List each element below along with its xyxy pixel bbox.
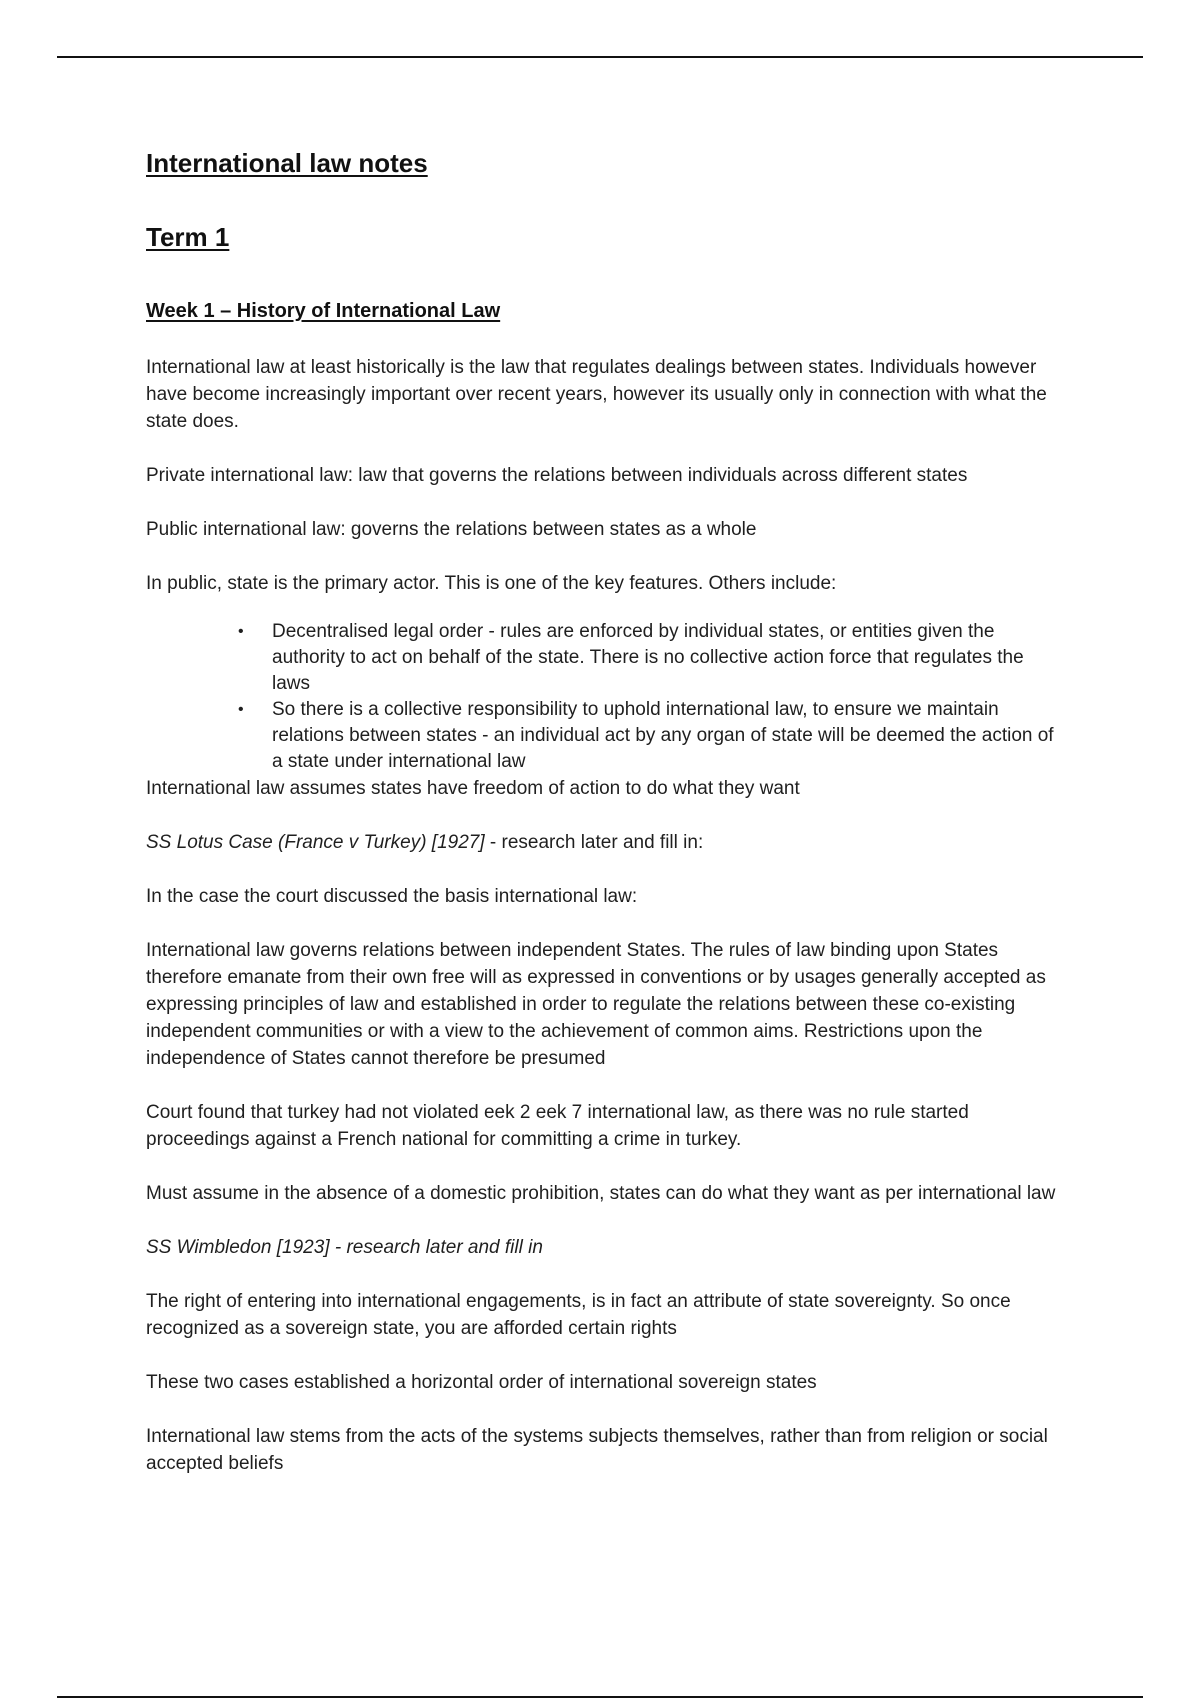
lotus-quote-paragraph: International law governs relations between independent States. The rules of law binding upon States therefore emanate from their own free will as expressed in conventions or by usages generally accepted as expressing principles of law and established in order to regulate the relations between these co-existing independent communities or with a view to the achievement of common aims. Restrictions upon the independence of States cannot therefore be presumed [146, 940, 1046, 1069]
lotus-case-title: SS Lotus Case (France v Turkey) [1927] [146, 832, 485, 853]
intro-paragraph: International law at least historically is the law that regulates dealings between states. Individuals however have become increasingly important over recent years, however its usually only in connection with what the state does. [146, 357, 1047, 432]
document-body [146, 146, 1066, 1477]
week-heading: Week 1 – History of International Law [146, 300, 501, 322]
right-of-entering-paragraph: The right of entering into international engagements, is in fact an attribute of state sovereignty. So once recognized as a sovereign state, you are afforded certain rights [146, 1291, 1011, 1339]
court-found-paragraph: Court found that turkey had not violated eek 2 eek 7 international law, as there was no rule started proceedings against a French national for committing a crime in turkey. [146, 1102, 969, 1150]
list-item-text: Decentralised legal order - rules are enforced by individual states, or entities given the authority to act on behalf of the state. There is no collective action force that regulates the laws [272, 621, 1024, 694]
two-cases-paragraph: These two cases established a horizontal order of international sovereign states [146, 1372, 817, 1393]
lotus-case-note: - research later and fill in: [484, 832, 704, 853]
lotus-case-line [146, 829, 1066, 856]
public-law-paragraph: Public international law: governs the relations between states as a whole [146, 519, 757, 540]
wimbledon-case-title: SS Wimbledon [1923] - research later and fill in [146, 1237, 543, 1258]
document-title: International law notes [146, 148, 428, 178]
wimbledon-case-line [146, 1234, 1066, 1261]
court-discussed-paragraph: In the case the court discussed the basis international law: [146, 886, 638, 907]
must-assume-paragraph: Must assume in the absence of a domestic prohibition, states can do what they want as per international law [146, 1183, 1056, 1204]
key-features-list [146, 619, 1066, 775]
list-item [238, 619, 1066, 697]
freedom-paragraph: International law assumes states have freedom of action to do what they want [146, 778, 800, 799]
page-bottom-rule [57, 1696, 1143, 1698]
list-item [238, 697, 1066, 775]
list-item-text: So there is a collective responsibility to uphold international law, to ensure we maintain relations between states - an individual act by any organ of state will be deemed the action of a state under international law [272, 699, 1054, 772]
private-law-paragraph: Private international law: law that governs the relations between individuals across different states [146, 465, 968, 486]
key-features-paragraph: In public, state is the primary actor. This is one of the key features. Others include: [146, 573, 837, 594]
page-top-rule [57, 56, 1143, 58]
term-heading: Term 1 [146, 222, 230, 252]
stems-from-paragraph: International law stems from the acts of the systems subjects themselves, rather than from religion or social accepted beliefs [146, 1426, 1048, 1474]
bullet-icon: • [238, 701, 244, 718]
bullet-icon: • [238, 623, 244, 640]
